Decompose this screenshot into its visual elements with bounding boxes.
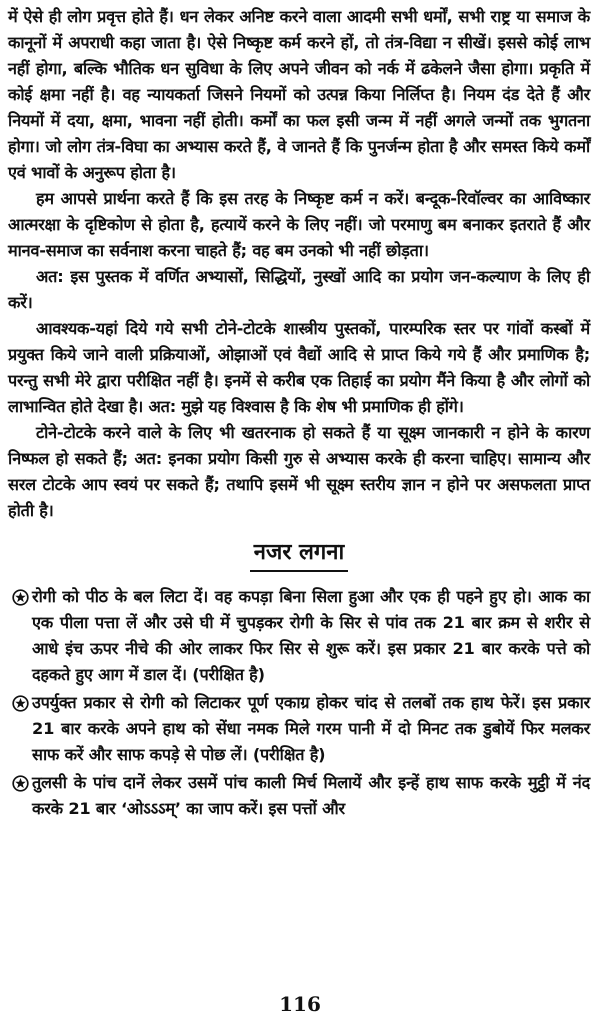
list-item [8, 690, 590, 768]
section-heading [8, 538, 590, 572]
page-number: 116 [279, 992, 321, 1016]
star-in-circle-icon [8, 770, 32, 796]
paragraph-4 [8, 316, 590, 420]
list-item [8, 584, 590, 688]
paragraph-2: हम आपसे प्रार्थना करते हैं कि इस तरह के निष्कृष्ट कर्म न करें। बन्दूक-रिवॉल्वर का आविष्कार आत्मरक्षा के दृष्टिकोण से होता है, हत्यायें करने के लिए नहीं। जो परमाणु बम बनाकर इतराते हैं और मानव-समाज का सर्वनाश करना चाहते हैं; वह बम उनको भी नहीं छोड़ता। [8, 189, 590, 260]
section-title-text: नजर लगना [250, 538, 348, 572]
list-item-text: उपर्युक्त प्रकार से रोगी को लिटाकर पूर्ण एकाग्र होकर चांद से तलबों तक हाथ फेरें। इस प्रकार 21 बार करके अपने हाथ को सेंधा नमक मिले गरम पानी में दो मिनट तक डुबोयें फिर मलकर साफ करें और साफ कपड़े से पोछ लें। (परीक्षित है) [32, 693, 590, 764]
list-item-text: तुलसी के पांच दानें लेकर उसमें पांच काली मिर्च मिलायें और इन्हें हाथ साफ करके मुट्ठी में नंद करके 21 बार ‘ओऽऽऽम्’ का जाप करें। इस पत्तों और [32, 773, 590, 818]
paragraph-4-text: यहां दिये गये सभी टोने-टोटके शास्त्रीय पुस्तकों, पारम्परिक स्तर पर गांवों कस्बों में प्रयुक्त किये जाने वाली प्रक्रियाओं, ओझाओं एवं वैद्यों आदि से प्राप्त किये गये हैं और प्रमाणिक है; परन्तु सभी मेरे द्वारा परीक्षित नहीं है। इनमें से करीब एक तिहाई का प्रयोग मैंने किया है और लोगों को लाभान्वित होते देखा है। अत: मुझे यह विश्वास है कि शेष भी प्रमाणिक ही होंगे। [8, 319, 590, 416]
star-in-circle-icon [8, 690, 32, 716]
star-in-circle-icon [8, 584, 32, 610]
paragraph-1: में ऐसे ही लोग प्रवृत्त होते हैं। धन लेकर अनिष्ट करने वाला आदमी सभी धर्मों, सभी राष्ट्र या समाज के कानूनों में अपराधी कहा जाता है। ऐसे निष्कृष्ट कर्म करने हों, तो तंत्र-विद्या न सीखें। इससे कोई लाभ नहीं होगा, बल्कि भौतिक धन सुविधा के लिए अपने जीवन को नर्क में ढकेलने जैसा होगा। प्रकृति में कोई क्षमा नहीं है। वह न्यायकर्ता जिसने नियमों को उत्पन्न किया निर्लिप्त है। नियम दंड देते हैं और नियमों में दया, क्षमा, भावना नहीं होती। कर्मों का फल इसी जन्म में नहीं अगले जन्मों तक भुगतना होगा। जो लोग तंत्र-विघा का अभ्यास करते हैं, वे जानते हैं कि पुनर्जन्म होता है और समस्त किये कर्मों एवं भावों के अनुरूप होता है। [8, 7, 590, 182]
paragraph-3: अत: इस पुस्तक में वर्णित अभ्यासों, सिद्धियों, नुस्खों आदि का प्रयोग जन-कल्याण के लिए ही करें। [8, 267, 590, 312]
paragraph-5: टोने-टोटके करने वाले के लिए भी खतरनाक हो सकते हैं या सूक्ष्म जानकारी न होने के कारण निष्फल हो सकते हैं; अत: इनका प्रयोग किसी गुरु से अभ्यास करके ही करना चाहिए। सामान्य और सरल टोटके आप स्वयं पर सकते हैं; तथापि इसमें भी सूक्ष्म स्तरीय ज्ञान न होने पर असफलता प्राप्त होती है। [8, 423, 590, 520]
list-item [8, 770, 590, 822]
list-item-text: रोगी को पीठ के बल लिटा दें। वह कपड़ा बिना सिला हुआ और एक ही पहने हुए हो। आक का एक पीला पत्ता लें और उसे घी में चुपड़कर रोगी के सिर से पांव तक 21 बार क्रम से शरीर से आधे इंच ऊपर नीचे की ओर लाकर फिर सिर से शुरू करें। इस प्रकार 21 बार करके पत्ते को दहकते हुए आग में डाल दें। (परीक्षित है) [32, 587, 590, 684]
lead-word: आवश्यक- [36, 319, 96, 338]
